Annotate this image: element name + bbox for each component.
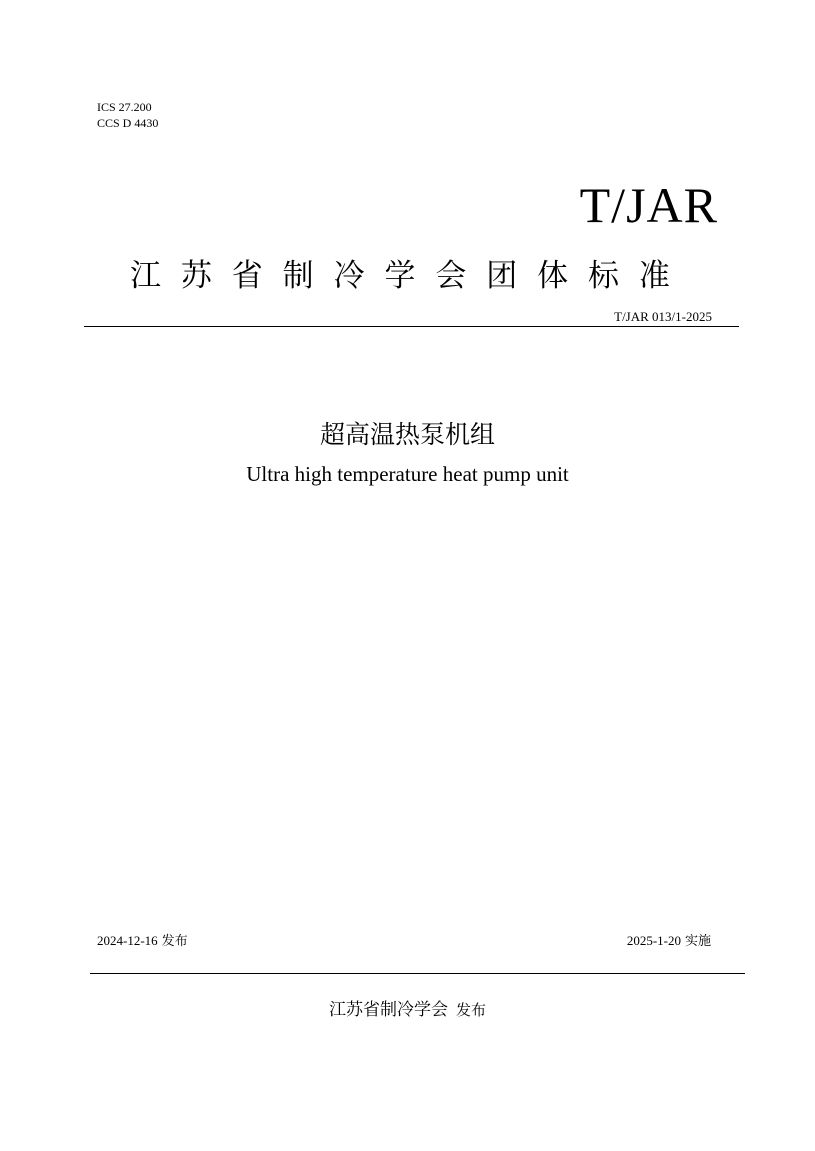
footer-divider bbox=[90, 973, 745, 974]
issue-label: 发布 bbox=[161, 934, 188, 949]
org-label-char: 学 bbox=[384, 258, 416, 294]
title-english: Ultra high temperature heat pump unit bbox=[246, 462, 569, 486]
publisher-name: 江苏省制冷学会 bbox=[328, 1000, 448, 1020]
organization-standard-label bbox=[130, 255, 670, 297]
header-divider bbox=[84, 326, 739, 327]
org-label-char: 团 bbox=[486, 258, 518, 294]
implementation-date-line bbox=[627, 932, 711, 951]
publisher-line bbox=[0, 998, 815, 1022]
org-label-char: 苏 bbox=[180, 258, 212, 294]
org-label-char: 会 bbox=[435, 258, 467, 294]
ccs-code: CCS D 4430 bbox=[97, 116, 159, 130]
org-label-char: 准 bbox=[638, 258, 670, 294]
org-label-char: 省 bbox=[231, 258, 263, 294]
publisher-suffix: 发布 bbox=[455, 1001, 486, 1019]
classification-block bbox=[97, 99, 158, 131]
org-label-char: 体 bbox=[537, 258, 569, 294]
org-label-char: 冷 bbox=[333, 258, 365, 294]
implementation-date: 2025-1-20 bbox=[626, 933, 681, 948]
title-chinese: 超高温热泵机组 bbox=[319, 420, 495, 449]
issue-date: 2024-12-16 bbox=[97, 933, 158, 948]
issue-date-line bbox=[97, 932, 188, 951]
org-label-char: 制 bbox=[282, 258, 314, 294]
org-label-char: 江 bbox=[130, 258, 161, 294]
ics-code: ICS 27.200 bbox=[97, 100, 152, 114]
standard-number: T/JAR 013/1-2025 bbox=[614, 309, 712, 324]
implementation-label: 实施 bbox=[684, 934, 711, 949]
org-label-char: 标 bbox=[588, 258, 620, 294]
standard-type-code: T/JAR bbox=[579, 177, 718, 233]
